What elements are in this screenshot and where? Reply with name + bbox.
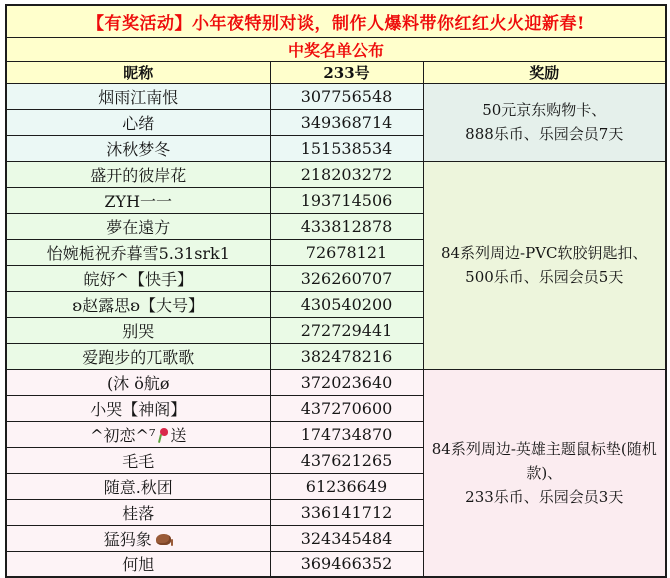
winner-row [6,369,666,395]
prize-text: 500乐币、乐园会员5天 [465,268,624,286]
winner-nickname: 怡婉栀祝乔暮雪5.31srk1 [46,243,230,263]
winner-account-cell: 430540200 [270,291,423,317]
winner-account-cell: 369466352 [270,551,423,577]
winner-nickname: 毛毛 [122,451,155,471]
prize-text: 233乐币、乐园会员3天 [465,487,624,506]
winner-account-cell: 433812878 [270,213,423,239]
winner-nickname: 皖妤^【快手】 [83,269,193,289]
winner-row [6,83,666,109]
winner-nickname-cell [6,499,270,525]
winner-nickname: 何旭 [122,555,155,575]
column-header-nickname: 昵称 [6,61,270,83]
winner-nickname-cell [6,447,270,473]
winner-row [6,161,666,187]
activity-title: 【有奖活动】小年夜特别对谈，制作人爆料带你红红火火迎新春! [6,5,666,37]
title-row [6,5,666,37]
winner-nickname: 盛开的彼岸花 [90,165,187,185]
winner-nickname: 心绪 [122,113,155,133]
prize-text: 888乐币、乐园会员7天 [465,125,624,143]
column-header-account: 233号 [270,61,423,83]
winner-nickname-cell [6,525,270,551]
winner-account-cell: 324345484 [270,525,423,551]
winner-account-cell: 437621265 [270,447,423,473]
winner-nickname-cell [6,551,270,577]
winner-nickname: 沐秋梦冬 [106,139,171,159]
winners-body [6,83,666,577]
prize-cell [423,83,666,161]
winner-nickname-cell [6,161,270,187]
winner-account-cell: 372023640 [270,369,423,395]
winner-nickname: ʚ赵露思ʚ【大号】 [72,295,205,315]
winner-nickname: 烟雨江南恨 [98,87,179,107]
column-header-row [6,61,666,83]
prize-cell [423,369,666,577]
winner-nickname: 猛犸象 [103,529,152,549]
winner-account-cell: 307756548 [270,83,423,109]
winner-nickname: 小哭【神阁】 [90,399,187,419]
winner-account-cell: 61236649 [270,473,423,499]
winner-nickname: 爱跑步的兀歌歌 [82,347,195,367]
winner-account-cell: 218203272 [270,161,423,187]
winner-nickname-cell [6,291,270,317]
prize-text: 84系列周边-英雄主题鼠标垫(随机款)、 [431,439,657,482]
winner-account-cell: 151538534 [270,135,423,161]
winner-nickname-cell [6,317,270,343]
winner-nickname-cell [6,343,270,369]
winner-nickname: (沐 ö航ø [106,373,170,393]
winner-nickname: 桂落 [122,503,155,523]
winner-nickname-cell [6,369,270,395]
rose-icon [157,428,168,444]
winner-nickname-suffix: 送 [170,425,187,445]
winner-account-cell: 174734870 [270,421,423,447]
prize-cell [423,161,666,369]
winner-nickname-cell [6,421,270,447]
winner-nickname: ZYH一一 [104,191,173,211]
winner-nickname-cell [6,265,270,291]
winner-nickname-cell [6,213,270,239]
winner-account-cell: 72678121 [270,239,423,265]
subtitle-row [6,37,666,61]
winner-nickname-cell [6,239,270,265]
winner-account-cell: 437270600 [270,395,423,421]
winner-nickname-cell [6,187,270,213]
winner-account-cell: 382478216 [270,343,423,369]
winner-nickname: 别哭 [122,321,155,341]
winner-nickname-cell [6,135,270,161]
winner-account-cell: 336141712 [270,499,423,525]
mammoth-icon [156,534,173,547]
winner-nickname: 夢在遠方 [106,217,171,237]
winner-nickname-cell [6,395,270,421]
winner-list-subtitle: 中奖名单公布 [6,37,666,61]
winner-nickname-cell [6,473,270,499]
winner-account-cell: 349368714 [270,109,423,135]
prize-text: 50元京东购物卡、 [482,101,607,119]
winner-account-cell: 193714506 [270,187,423,213]
column-header-prize: 奖励 [423,61,666,83]
prize-text: 84系列周边-PVC软胶钥匙扣、 [440,244,648,262]
winner-nickname-cell [6,83,270,109]
winner-account-cell: 272729441 [270,317,423,343]
prize-table [5,4,667,578]
winner-account-cell: 326260707 [270,265,423,291]
winner-nickname: ^初恋^⁷ [90,425,156,445]
winner-nickname: 随意.秋团 [103,477,173,497]
winner-nickname-cell [6,109,270,135]
